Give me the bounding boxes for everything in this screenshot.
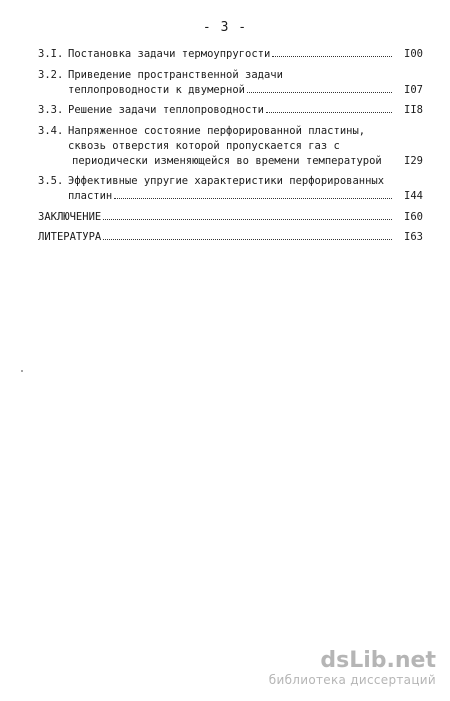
dot-leader [272, 56, 392, 57]
toc-entry-3-5 [38, 174, 423, 204]
toc-entry-conclusion [38, 210, 423, 225]
toc-entry-3-3 [38, 103, 423, 118]
table-of-contents [38, 47, 423, 251]
toc-entry-number: 3.4. [38, 124, 64, 137]
page-number: - 3 - [202, 20, 248, 35]
toc-entry-title-continued: сквозь отверстия которой пропускается газ с [68, 139, 340, 152]
toc-entry-3-1 [38, 47, 423, 62]
toc-entry-page: I44 [404, 190, 423, 202]
toc-entry-number: 3.2. [38, 68, 64, 81]
toc-entry-number: 3.5. [38, 175, 64, 187]
toc-entry-title: Напряженное состояние перфорированной пластины, [68, 124, 366, 137]
toc-entry-page: I29 [404, 154, 423, 167]
toc-entry-title: Приведение пространственной задачи [68, 68, 283, 81]
dot-leader [247, 92, 392, 93]
toc-entry-number: 3.3. [38, 104, 64, 116]
dot-leader [103, 219, 392, 220]
toc-entry-page: I60 [404, 210, 423, 223]
toc-entry-page: I00 [404, 48, 423, 60]
toc-entry-title-continued: периодически изменяющейся во времени температурой [72, 154, 382, 167]
watermark-subtitle: библиотека диссертаций [268, 673, 436, 687]
toc-entry-title-continued: теплопроводности к двумерной [68, 83, 246, 96]
toc-entry-references [38, 230, 423, 245]
watermark-logo-lib: Lib.net [349, 648, 436, 673]
toc-entry-title: Решение задачи теплопроводности [68, 104, 264, 116]
toc-entry-page: I63 [404, 231, 423, 243]
toc-entry-number: 3.I. [38, 48, 64, 60]
dot-leader [103, 239, 392, 240]
toc-entry-title: Эффективные упругие характеристики перфорированных [68, 175, 385, 187]
toc-entry-title: Постановка задачи термоупругости [68, 48, 271, 60]
toc-entry-3-2 [38, 68, 423, 98]
scan-speck [21, 370, 23, 372]
toc-entry-title: ЛИТЕРАТУРА [38, 231, 102, 243]
watermark-logo [269, 649, 436, 673]
watermark [269, 649, 436, 687]
toc-entry-title-continued: пластин [68, 190, 113, 202]
toc-entry-3-4 [38, 124, 423, 169]
toc-entry-title: ЗАКЛЮЧЕНИЕ [38, 210, 102, 223]
toc-entry-page: II8 [404, 104, 423, 116]
toc-entry-page: I07 [404, 83, 423, 96]
dot-leader [114, 198, 392, 199]
watermark-logo-ds: ds [320, 648, 350, 673]
dot-leader [266, 112, 392, 113]
